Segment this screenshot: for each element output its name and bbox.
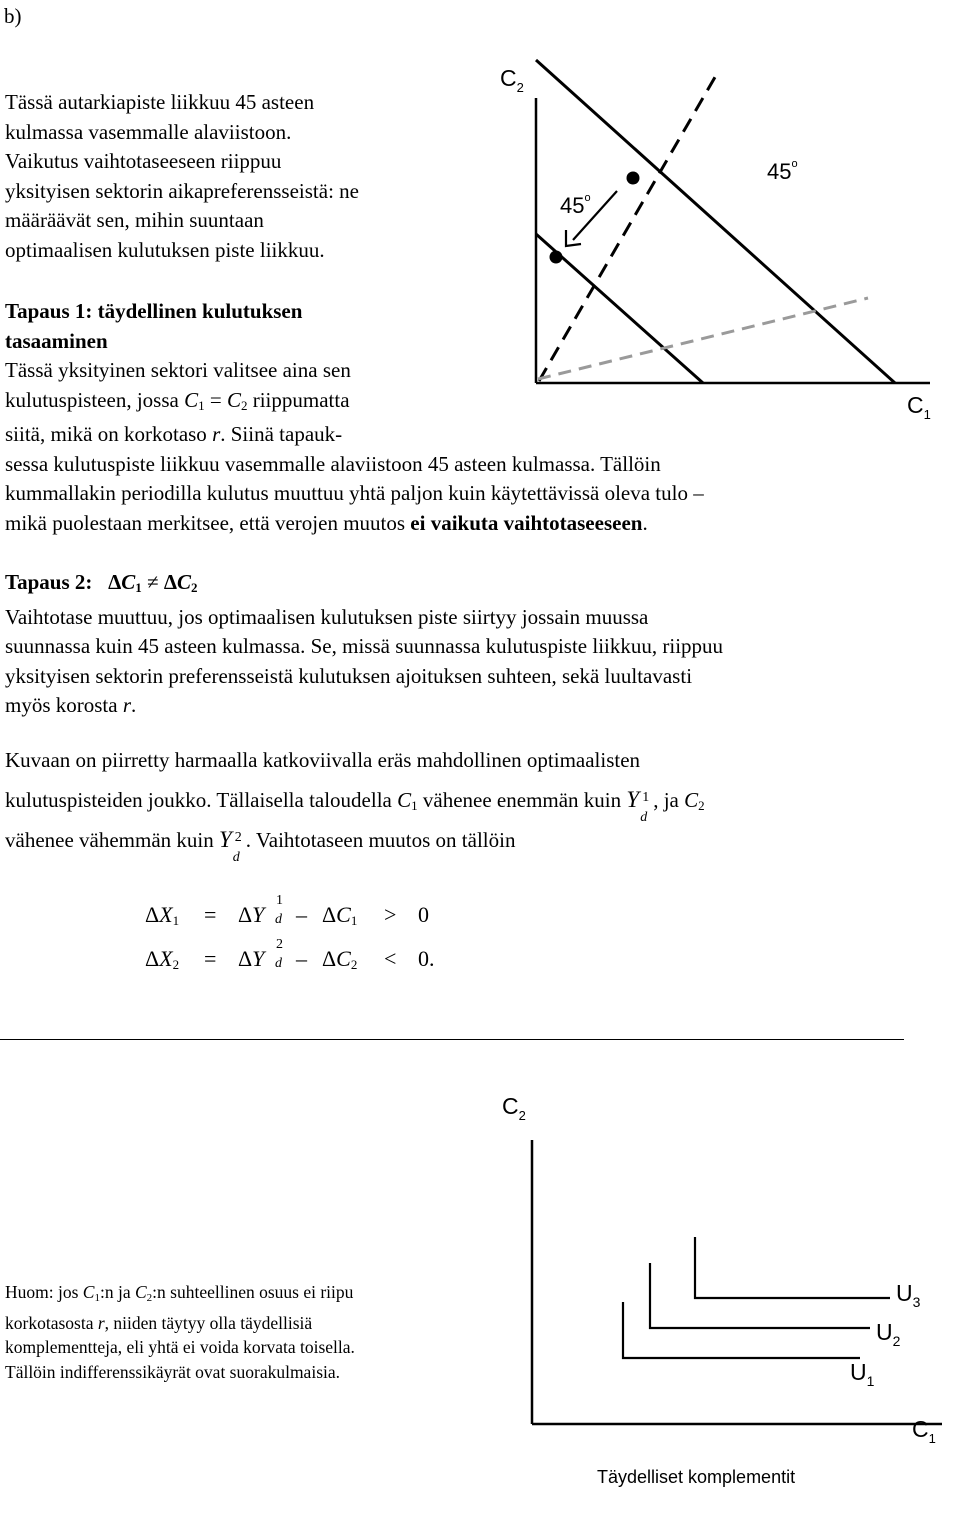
case1-line: mikä puolestaan merkitsee, että verojen muutos ei vaikuta vaihtotaseeseen.: [5, 510, 648, 535]
note-line: Huom: jos $C_1:n$ ja $C_2:n$ suhteellinen osuus ei riipu: [5, 1282, 354, 1304]
eq1-minus: –: [296, 902, 307, 927]
eq1-zero: 0: [418, 902, 429, 927]
case1-heading: Tapaus 1: täydellinen kulutuksen: [5, 299, 303, 323]
case2-line: myös korosta r.: [5, 693, 137, 717]
eq1-sup: 1: [276, 893, 283, 908]
section-label: b): [4, 4, 22, 28]
figure-caption: Täydelliset komplementit: [597, 1467, 796, 1487]
eq2-sub-d: d: [275, 956, 282, 971]
paragraph-line: kulutuspisteiden joukko. Tällaisella taloudella $C_1$ vähenee enemmän kuin Y d 1 , ja $C_2$: [5, 787, 705, 825]
note-line: komplementteja, eli yhtä ei voida korvata toisella.: [5, 1337, 355, 1357]
case2-line: yksityisen sektorin preferensseistä kulutuksen ajoituksen suhteen, sekä luultavasti: [5, 663, 693, 688]
case1-line: kummallakin periodilla kulutus muuttuu yhtä paljon kuin käytettävissä oleva tulo –: [5, 481, 704, 505]
y-axis-label: $C_2$: [502, 1093, 526, 1123]
x-axis-label: $C_1$: [907, 392, 931, 422]
eq2-lt: <: [384, 946, 397, 971]
eq1-delta-y: ΔY: [238, 902, 265, 927]
note-line: korkotasosta r, niiden täytyy olla täydellisiä: [5, 1312, 313, 1333]
x-axis-label: $C_1$: [912, 1416, 936, 1446]
case2-line: Vaihtotase muuttuu, jos optimaalisen kulutuksen piste siirtyy jossain muussa: [5, 604, 649, 629]
eq2-zero: 0.: [418, 946, 435, 971]
case1-line: siitä, mikä on korkotaso r. Siinä tapauk-: [5, 422, 343, 446]
eq2-delta-y: ΔY: [238, 946, 265, 971]
eq2-lhs: $\Delta X_2$: [145, 946, 180, 972]
section-divider: [0, 1039, 904, 1040]
eq1-delta-c: $\Delta C_1$: [322, 902, 358, 928]
curve-label-u2: $U_2$: [876, 1319, 901, 1349]
eq2-sup: 2: [276, 937, 283, 952]
new-consumption-point: [550, 251, 563, 264]
intro-line: yksityisen sektorin aikapreferensseistä: ne: [5, 178, 359, 203]
paragraph-line: vähenee vähemmän kuin Y d 2 . Vaihtotaseen muutos on tällöin: [5, 827, 516, 865]
eq2-minus: –: [296, 946, 307, 971]
eq1-gt: >: [384, 902, 397, 927]
dashed-45-degree-line: [539, 72, 718, 381]
case2-heading: Tapaus 2: $\Delta C_1 \ne \Delta C_2$: [5, 570, 198, 595]
note-line: Tällöin indifferenssikäyrät ovat suorakulmaisia.: [5, 1361, 341, 1382]
paragraph-line: Kuvaan on piirretty harmaalla katkoviivalla eräs mahdollinen optimaalisten: [5, 748, 641, 772]
figure-perfect-complements: [490, 1080, 960, 1521]
intro-line: Tässä autarkiapiste liikkuu 45 asteen: [5, 90, 315, 114]
intro-line: optimaalisen kulutuksen piste liikkuu.: [5, 237, 325, 262]
eq1-lhs: $\Delta X_1$: [145, 902, 180, 928]
case1-line: sessa kulutuspiste liikkuu vasemmalle alaviistoon 45 asteen kulmassa. Tällöin: [5, 451, 661, 476]
angle-label-left: 45$^o$: [560, 192, 591, 218]
eq1-equals: =: [204, 902, 217, 927]
case1-line: Tässä yksityinen sektori valitsee aina sen: [5, 358, 351, 382]
indifference-curve-u3: [695, 1237, 890, 1298]
intro-line: määräävät sen, mihin suuntaan: [5, 208, 264, 232]
figure-45-degree-shift: [490, 40, 960, 440]
case1-heading-cont: tasaaminen: [5, 328, 108, 353]
eq2-delta-c: $\Delta C_2$: [322, 946, 358, 972]
indifference-curve-u2: [650, 1263, 870, 1328]
indifference-curve-u1: [623, 1302, 860, 1358]
eq2-equals: =: [204, 946, 217, 971]
curve-label-u3: $U_3$: [896, 1280, 921, 1310]
note-paragraph: [5, 1280, 355, 1384]
initial-consumption-point: [627, 172, 640, 185]
case2-line: suunnassa kuin 45 asteen kulmassa. Se, missä suunnassa kulutuspiste liikkuu, riippuu: [5, 634, 724, 658]
case1-line: kulutuspisteen, jossa $C_1 = C_2$ riippumatta: [5, 387, 350, 413]
gray-dashed-optimal-points: [538, 298, 868, 379]
intro-line: kulmassa vasemmalle alaviistoon.: [5, 119, 292, 144]
y-axis-label: $C_2$: [500, 65, 524, 95]
curve-label-u1: $U_1$: [850, 1359, 875, 1389]
eq1-sub-d: d: [275, 912, 282, 927]
intro-line: Vaikutus vaihtotaseeseen riippuu: [5, 149, 282, 173]
angle-label-right: 45$^o$: [767, 158, 798, 184]
